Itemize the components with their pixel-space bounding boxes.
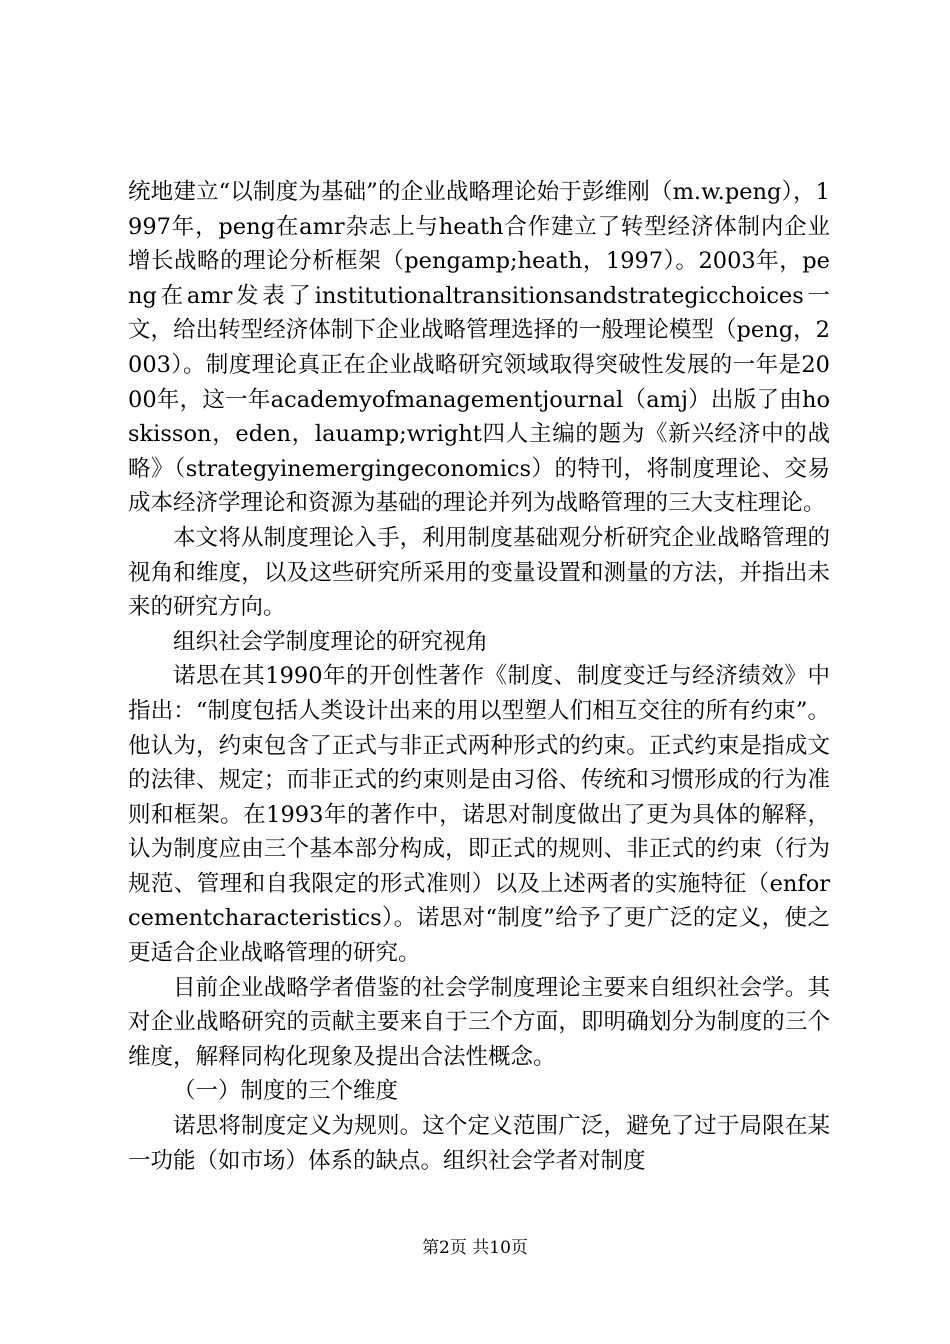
paragraph-organizational-sociology: 目前企业战略学者借鉴的社会学制度理论主要来自组织社会学。其对企业战略研究的贡献主要来自于三个方面，即明确划分为制度的三个维度，解释同构化现象及提出合法性概念。 [128,974,830,1070]
subsection-heading-three-dimensions: （一）制度的三个维度 [173,1078,399,1105]
document-body [128,175,830,1178]
paragraph-rules-definition: 诺思将制度定义为规则。这个定义范围广泛，避免了过于局限在某一功能（如市场）体系的缺点。组织社会学者对制度 [128,1113,830,1174]
paragraph-peng-background: 统地建立“以制度为基础”的企业战略理论始于彭维刚（m.w.peng），1997年，peng在amr杂志上与heath合作建立了转型经济体制内企业增长战略的理论分析框架（pengamp;heath，1997）。2003年，peng在amr发表了institutionaltransitionsandstrategicchoices一文，给出转型经济体制下企业战略管理选择的一般理论模型（peng，2003）。制度理论真正在企业战略研究领域取得突破性发展的一年是2000年，这一年academyofmanagementjournal（amj）出版了由hoskisson，eden，lauamp;wright四人主编的题为《新兴经济中的战略》（strategyinemergingeconomics）的特刊，将制度理论、交易成本经济学理论和资源为基础的理论并列为战略管理的三大支柱理论。 [128,179,830,517]
paragraph-north-definition: 诺思在其1990年的开创性著作《制度、制度变迁与经济绩效》中指出：“制度包括人类设计出来的用以型塑人们相互交往的所有约束”。他认为，约束包含了正式与非正式两种形式的约束。正式约束是指成文的法律、规定；而非正式的约束则是由习俗、传统和习惯形成的行为准则和框架。在1993年的著作中，诺思对制度做出了更为具体的解释，认为制度应由三个基本部分构成，即正式的规则、非正式的约束（行为规范、管理和自我限定的形式准则）以及上述两者的实施特征（enforcementcharacteristics）。诺思对“制度”给予了更广泛的定义，使之更适合企业战略管理的研究。 [128,663,830,967]
paragraph-article-overview: 本文将从制度理论入手，利用制度基础观分析研究企业战略管理的视角和维度，以及这些研究所采用的变量设置和测量的方法，并指出未来的研究方向。 [128,524,830,621]
section-heading-perspective: 组织社会学制度理论的研究视角 [173,628,489,655]
page-number-footer: 第2页 共10页 [422,1238,528,1258]
